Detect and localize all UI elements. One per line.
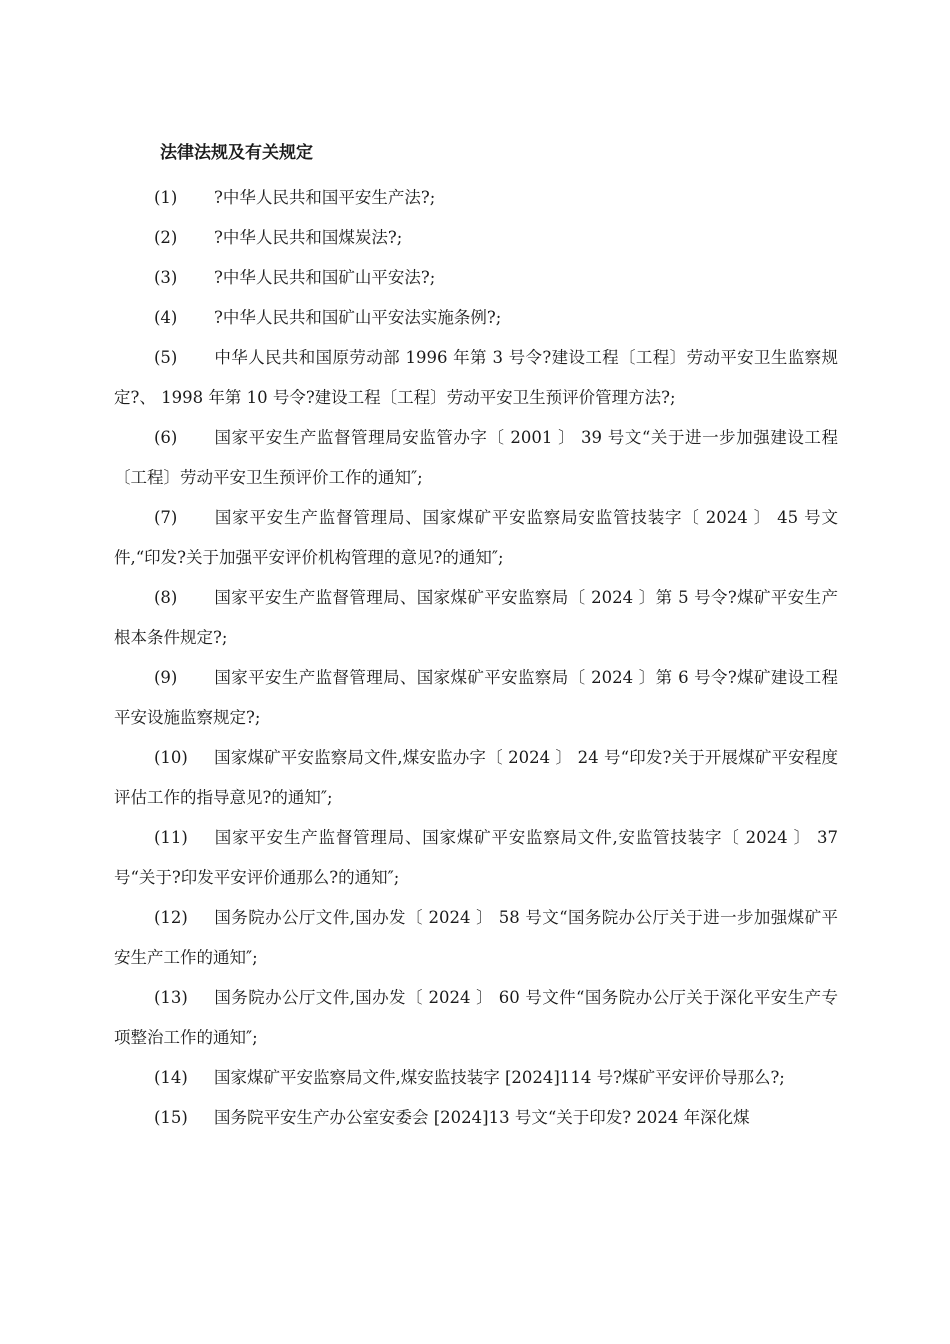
item-number: (2) [154, 228, 178, 247]
item-number: (11) [154, 828, 188, 847]
item-number: (10) [154, 748, 188, 767]
list-item [114, 298, 838, 338]
list-item [114, 738, 838, 818]
item-text: 国务院办公厅文件,国办发〔 2024 〕 58 号文“国务院办公厅关于进一步加强煤矿平安生产工作的通知″; [114, 908, 838, 967]
item-text: 国家平安生产监督管理局、国家煤矿平安监察局文件,安监管技装字〔 2024 〕 37 号“关于?印发平安评价通那么?的通知″; [114, 828, 838, 887]
item-text: ?中华人民共和国矿山平安法?; [214, 268, 436, 287]
regulation-list [114, 178, 838, 1138]
item-text: 国务院办公厅文件,国办发〔 2024 〕 60 号文件“国务院办公厅关于深化平安生产专项整治工作的通知″; [114, 988, 838, 1047]
item-number: (4) [154, 308, 178, 327]
item-number: (12) [154, 908, 188, 927]
list-item [114, 218, 838, 258]
list-item [114, 1098, 838, 1138]
list-item [114, 1058, 838, 1098]
item-text: 国家平安生产监督管理局、国家煤矿平安监察局〔 2024 〕第 5 号令?煤矿平安生产根本条件规定?; [114, 588, 838, 647]
item-number: (3) [154, 268, 178, 287]
list-item [114, 498, 838, 578]
list-item [114, 818, 838, 898]
list-item [114, 258, 838, 298]
item-number: (6) [154, 428, 178, 447]
item-text: 国家平安生产监督管理局安监管办字〔 2001 〕 39 号文“关于进一步加强建设工程〔工程〕劳动平安卫生预评价工作的通知″; [114, 428, 838, 487]
item-number: (15) [154, 1108, 188, 1127]
section-heading: 法律法规及有关规定 [160, 143, 313, 163]
item-number: (5) [154, 348, 178, 367]
item-text: 国务院平安生产办公室安委会 [2024]13 号文“关于印发? 2024 年深化煤 [214, 1108, 750, 1127]
item-text: 国家平安生产监督管理局、国家煤矿平安监察局安监管技装字〔 2024 〕 45 号文件,“印发?关于加强平安评价机构管理的意见?的通知″; [114, 508, 838, 567]
list-item [114, 178, 838, 218]
item-text: ?中华人民共和国矿山平安法实施条例?; [214, 308, 502, 327]
item-text: 国家平安生产监督管理局、国家煤矿平安监察局〔 2024 〕第 6 号令?煤矿建设工程平安设施监察规定?; [114, 668, 838, 727]
item-number: (1) [154, 188, 178, 207]
item-text: 中华人民共和国原劳动部 1996 年第 3 号令?建设工程〔工程〕劳动平安卫生监察规定?、 1998 年第 10 号令?建设工程〔工程〕劳动平安卫生预评价管理方法?; [114, 348, 838, 407]
item-text: ?中华人民共和国煤炭法?; [214, 228, 403, 247]
item-number: (7) [154, 508, 178, 527]
list-item [114, 898, 838, 978]
list-item [114, 338, 838, 418]
list-item [114, 978, 838, 1058]
list-item [114, 658, 838, 738]
list-item [114, 418, 838, 498]
item-text: 国家煤矿平安监察局文件,煤安监技装字 [2024]114 号?煤矿平安评价导那么?; [214, 1068, 785, 1087]
item-number: (9) [154, 668, 178, 687]
item-text: ?中华人民共和国平安生产法?; [214, 188, 436, 207]
item-text: 国家煤矿平安监察局文件,煤安监办字〔 2024 〕 24 号“印发?关于开展煤矿平安程度评估工作的指导意见?的通知″; [114, 748, 838, 807]
item-number: (14) [154, 1068, 188, 1087]
list-item [114, 578, 838, 658]
item-number: (13) [154, 988, 188, 1007]
item-number: (8) [154, 588, 178, 607]
